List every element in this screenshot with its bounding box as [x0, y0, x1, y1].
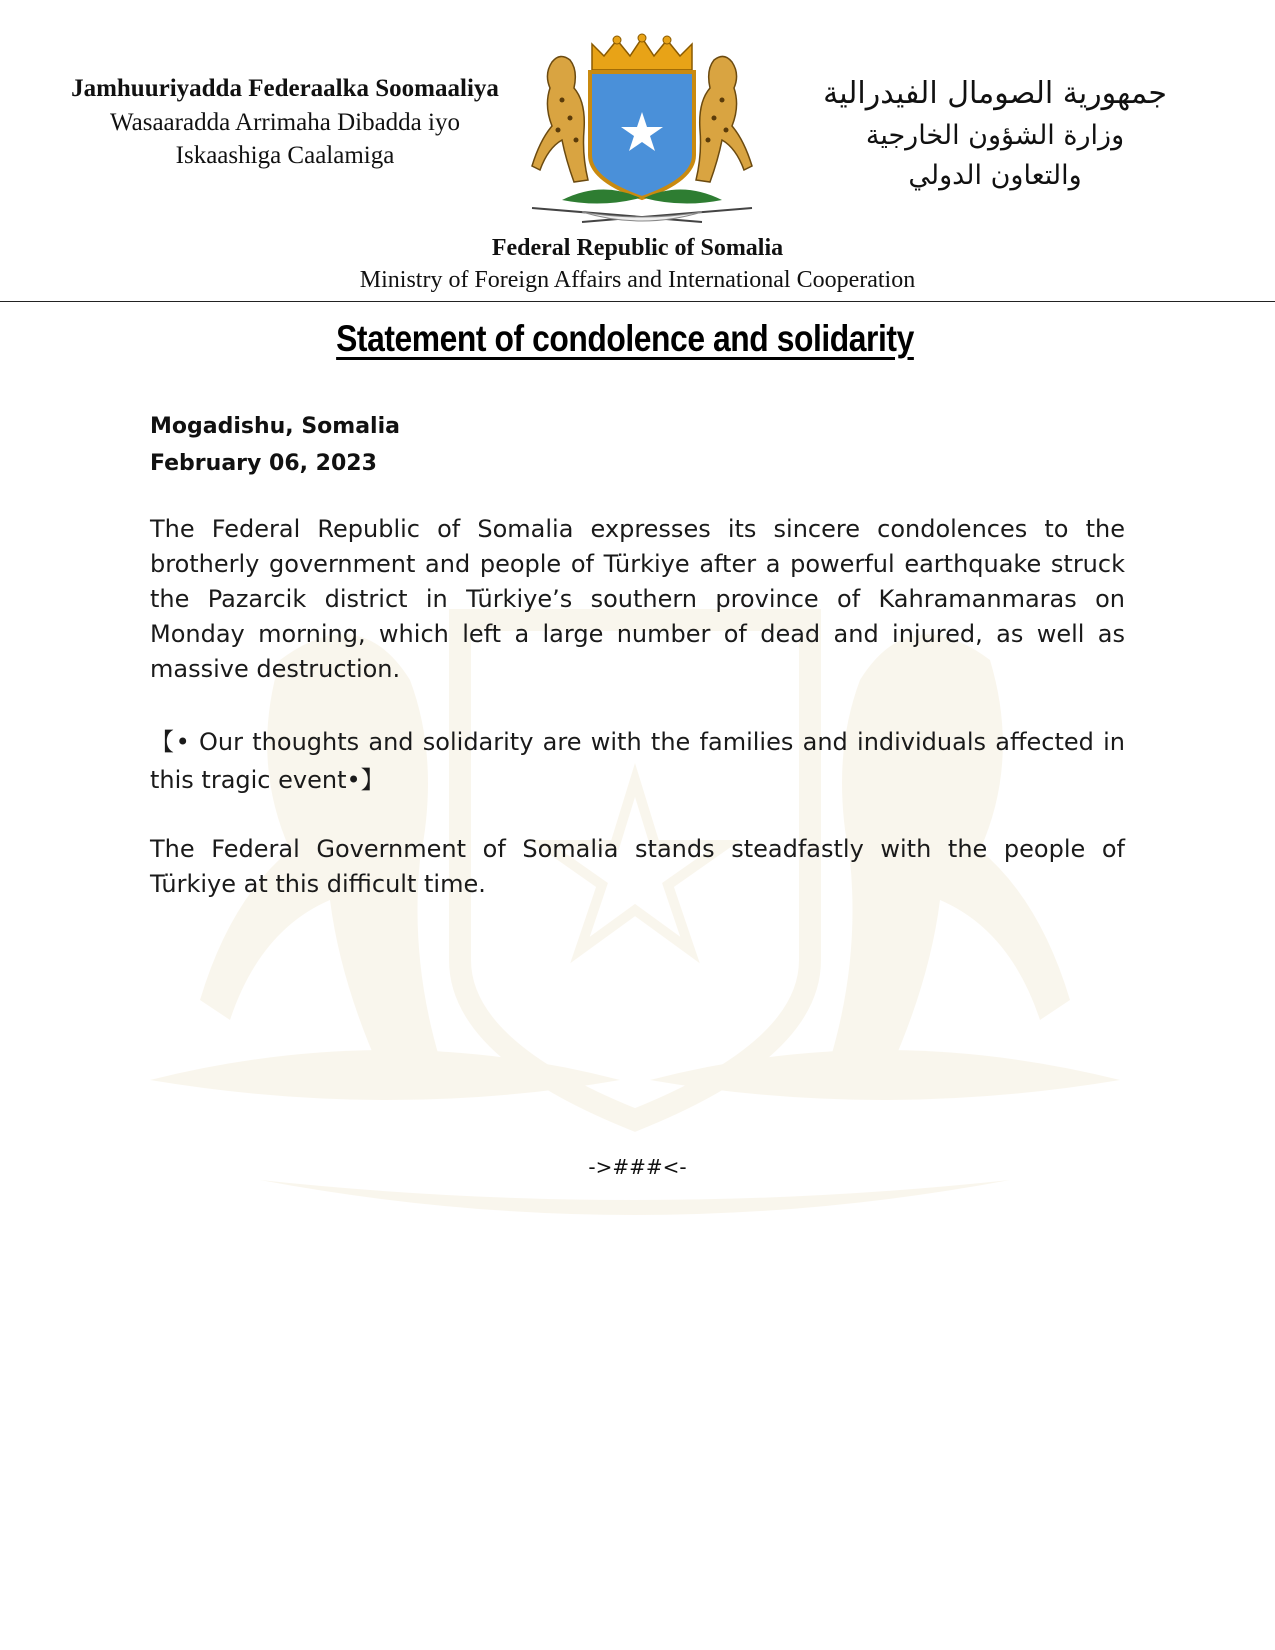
- body-paragraph-1: The Federal Republic of Somalia expresses its sincere condolences to the brotherly government and people of Türkiye after a powerful earthquake struck the Pazarcik district in Türkiye’s southern province of Kahramanmaras on Monday morning, which left a large number of dead and injured, as well as massive destruction.: [150, 515, 1125, 683]
- somalia-coat-of-arms-icon: [522, 30, 762, 230]
- header-arabic-line-2: وزارة الشؤون الخارجية: [865, 120, 1125, 151]
- body-paragraph-2: 【• Our thoughts and solidarity are with the families and individuals affected in this tragic event•】: [150, 728, 1125, 794]
- header-arabic-block: [755, 72, 1235, 196]
- header-somali-line-3: Iskaashiga Caalamiga: [175, 142, 395, 169]
- leopard-left-icon: [532, 56, 588, 182]
- body-paragraph-3: The Federal Government of Somalia stands steadfastly with the people of Türkiye at this difficult time.: [150, 835, 1125, 898]
- header-arabic-line-1: جمهورية الصومال الفيدرالية: [823, 76, 1167, 111]
- document-title: Statement of condolence and solidarity: [336, 318, 914, 359]
- crown-icon: [592, 34, 692, 70]
- location-text: Mogadishu, Somalia: [150, 414, 400, 439]
- header-somali-line-1: Jamhuuriyadda Federaalka Soomaaliya: [71, 75, 499, 102]
- dateline: [150, 408, 400, 482]
- leopard-right-icon: [696, 56, 752, 182]
- header-english-title: Federal Republic of Somalia: [491, 235, 784, 261]
- header-english-block: [0, 232, 1275, 296]
- header-somali-line-2: Wasaaradda Arrimaha Dibadda iyo: [110, 109, 460, 136]
- header-somali-block: [40, 72, 530, 172]
- date-text: February 06, 2023: [150, 451, 377, 476]
- header-english-subtitle: Ministry of Foreign Affairs and International Cooperation: [359, 267, 916, 293]
- header-arabic-line-3: والتعاون الدولي: [908, 160, 1082, 191]
- header-divider: [0, 301, 1275, 302]
- watermark-emblem-icon: [140, 600, 1130, 1320]
- end-mark: ->###<-: [588, 1155, 687, 1179]
